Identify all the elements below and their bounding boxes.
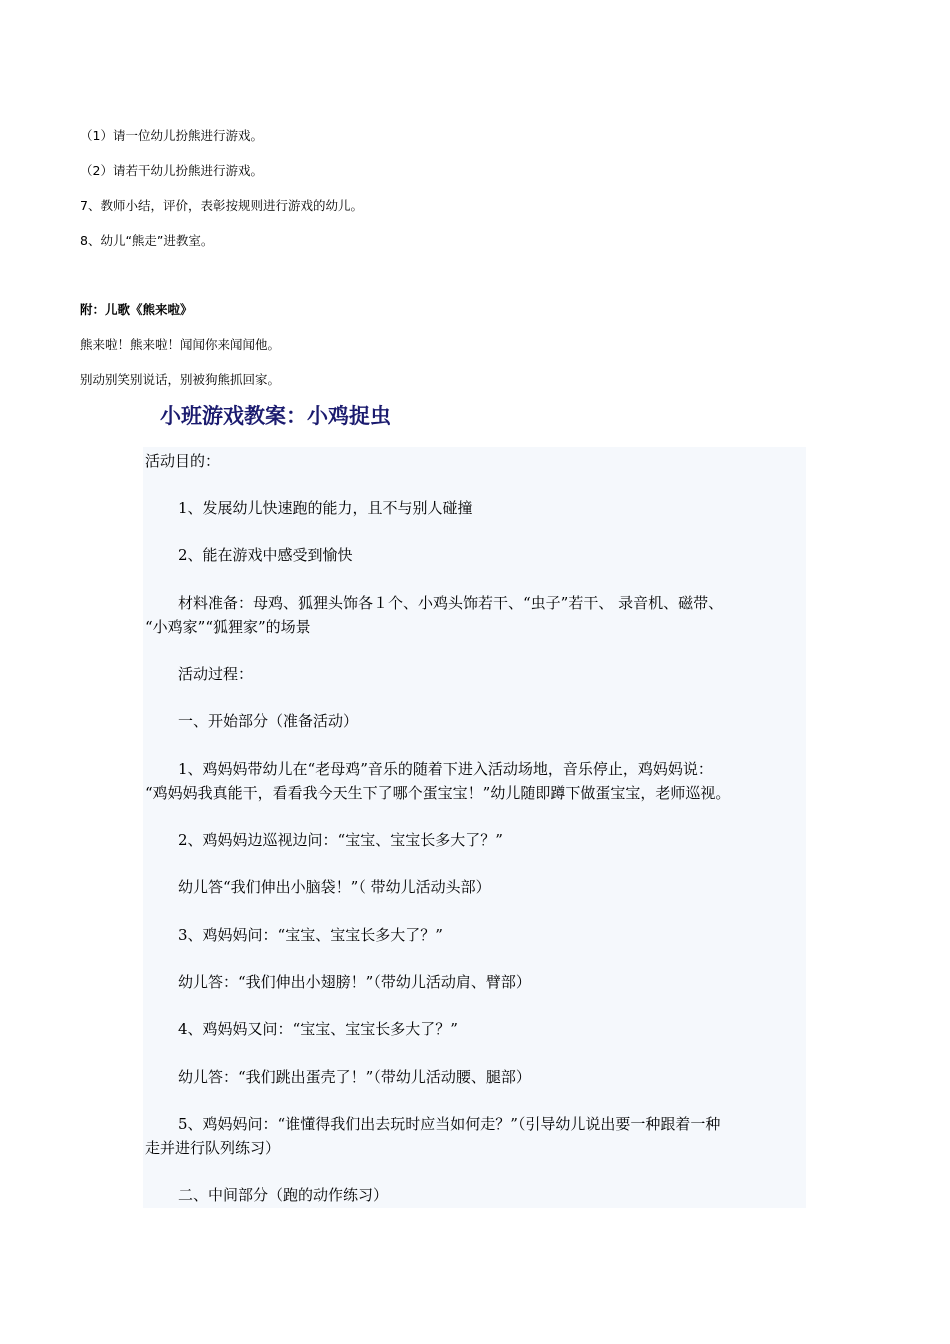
answer-3: 幼儿答：“我们伸出小翅膀！”（带幼儿活动肩、臂部） [178, 973, 531, 991]
goal-label: 活动目的： [145, 452, 221, 470]
sub-step-1: （1）请一位幼儿扮熊进行游戏。 [80, 128, 263, 143]
lesson-title: 小班游戏教案：小鸡捉虫 [160, 403, 391, 428]
step-7: 7、教师小结，评价，表彰按规则进行游戏的幼儿。 [80, 198, 363, 213]
appendix-heading: 附：儿歌《熊来啦》 [80, 302, 193, 317]
step-4: 4、鸡妈妈又问：“宝宝、宝宝长多大了？” [178, 1020, 458, 1038]
answer-2: 幼儿答“我们伸出小脑袋！”（ 带幼儿活动头部） [178, 878, 491, 896]
goal-1: 1、发展幼儿快速跑的能力，且不与别人碰撞 [178, 499, 473, 517]
part-1-heading: 一、开始部分（准备活动） [178, 712, 359, 730]
process-label: 活动过程： [178, 665, 254, 683]
step-3: 3、鸡妈妈问：“宝宝、宝宝长多大了？” [178, 926, 443, 944]
answer-4: 幼儿答：“我们跳出蛋壳了！”（带幼儿活动腰、腿部） [178, 1068, 531, 1086]
step-5-line-2: 走并进行队列练习） [145, 1139, 281, 1157]
rhyme-line-1: 熊来啦！熊来啦！闻闻你来闻闻他。 [80, 337, 281, 352]
rhyme-line-2: 别动别笑别说话，别被狗熊抓回家。 [80, 372, 281, 387]
part-2-heading: 二、中间部分（跑的动作练习） [178, 1186, 389, 1204]
step-1-line-2: “鸡妈妈我真能干，看看我今天生下了哪个蛋宝宝！”幼儿随即蹲下做蛋宝宝，老师巡视。 [145, 784, 731, 802]
step-1-line-1: 1、鸡妈妈带幼儿在“老母鸡”音乐的随着下进入活动场地，音乐停止，鸡妈妈说： [178, 760, 713, 778]
sub-step-2: （2）请若干幼儿扮熊进行游戏。 [80, 163, 263, 178]
step-5-line-1: 5、鸡妈妈问：“谁懂得我们出去玩时应当如何走？”（引导幼儿说出要一种跟着一种 [178, 1115, 721, 1133]
goal-2: 2、能在游戏中感受到愉快 [178, 546, 353, 564]
materials-line-1: 材料准备：母鸡、狐狸头饰各１个、小鸡头饰若干、“虫子”若干、 录音机、磁带、 [178, 594, 724, 612]
materials-line-2: “小鸡家”“狐狸家”的场景 [145, 618, 311, 636]
step-2: 2、鸡妈妈边巡视边问：“宝宝、宝宝长多大了？” [178, 831, 503, 849]
step-8: 8、幼儿“熊走”进教室。 [80, 233, 214, 248]
